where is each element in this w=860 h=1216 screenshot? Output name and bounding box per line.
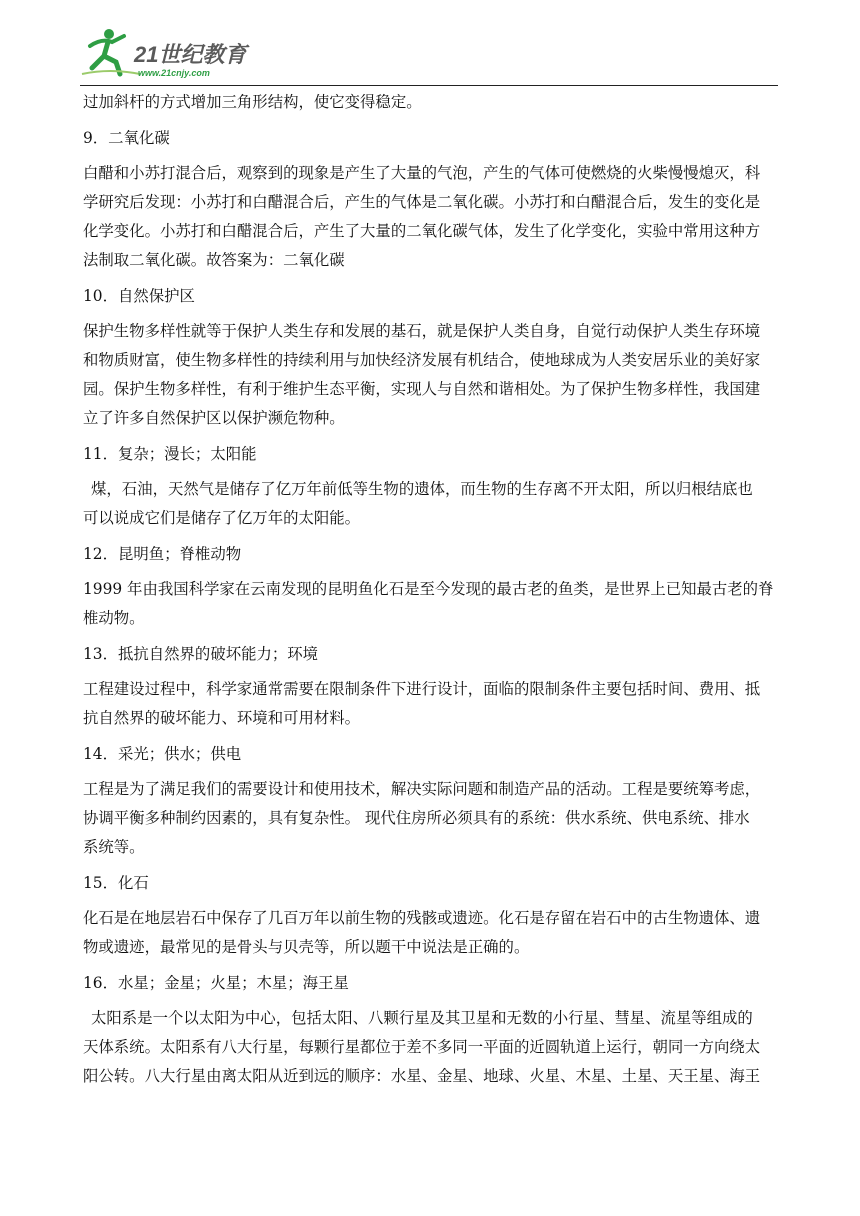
answer-heading-16: 16．水星；金星；火星；木星；海王星	[83, 974, 349, 992]
answer-heading-9: 9．二氧化碳	[83, 129, 170, 147]
logo-21cnjy	[80, 24, 280, 82]
answer-heading-14: 14．采光；供水；供电	[83, 745, 242, 763]
text-line: 工程建设过程中，科学家通常需要在限制条件下进行设计，面临的限制条件主要包括时间、费用、抵	[83, 680, 761, 698]
text-line: 协调平衡多种制约因素的，具有复杂性。 现代住房所必须具有的系统：供水系统、供电系统、排水	[83, 809, 750, 827]
text-line: 天体系统。太阳系有八大行星，每颗行星都位于差不多同一平面的近圆轨道上运行，朝同一方向绕太	[83, 1038, 761, 1056]
logo-url: www.21cnjy.com	[138, 68, 210, 78]
answer-heading-10: 10．自然保护区	[83, 287, 195, 305]
logo-text: 21世纪教育	[134, 42, 247, 67]
runner-icon	[82, 29, 140, 74]
text-line: 化石是在地层岩石中保存了几百万年以前生物的残骸或遗迹。化石是存留在岩石中的古生物遗体、遗	[83, 909, 761, 927]
text-line: 园。保护生物多样性，有利于维护生态平衡，实现人与自然和谐相处。为了保护生物多样性，我国建	[83, 380, 761, 398]
text-line: 阳公转。八大行星由离太阳从近到远的顺序：水星、金星、地球、火星、木星、土星、天王星、海王	[83, 1067, 761, 1085]
text-line: 化学变化。小苏打和白醋混合后，产生了大量的二氧化碳气体，发生了化学变化，实验中常用这种方	[83, 222, 761, 240]
answer-heading-11: 11．复杂；漫长；太阳能	[83, 445, 257, 463]
text-line: 椎动物。	[83, 609, 145, 627]
text-line: 法制取二氧化碳。故答案为：二氧化碳	[83, 251, 345, 269]
text-line: 过加斜杆的方式增加三角形结构，使它变得稳定。	[83, 93, 422, 111]
text-line: 白醋和小苏打混合后，观察到的现象是产生了大量的气泡，产生的气体可使燃烧的火柴慢慢熄灭，科	[83, 164, 761, 182]
text-line: 1999 年由我国科学家在云南发现的昆明鱼化石是至今发现的最古老的鱼类，是世界上已知最古老的脊	[83, 580, 774, 598]
text-line: 工程是为了满足我们的需要设计和使用技术，解决实际问题和制造产品的活动。工程是要统筹考虑，	[83, 780, 761, 798]
header-divider	[80, 85, 778, 86]
text-line: 可以说成它们是储存了亿万年的太阳能。	[83, 509, 361, 527]
text-line: 保护生物多样性就等于保护人类生存和发展的基石，就是保护人类自身，自觉行动保护人类生存环境	[83, 322, 761, 340]
text-line: 太阳系是一个以太阳为中心，包括太阳、八颗行星及其卫星和无数的小行星、彗星、流星等组成的	[91, 1009, 753, 1027]
text-line: 系统等。	[83, 838, 145, 856]
page-header	[80, 24, 778, 86]
answer-heading-15: 15．化石	[83, 874, 149, 892]
text-line: 立了许多自然保护区以保护濒危物种。	[83, 409, 345, 427]
text-line: 煤，石油，天然气是储存了亿万年前低等生物的遗体，而生物的生存离不开太阳，所以归根结底也	[91, 480, 753, 498]
answer-heading-13: 13．抵抗自然界的破坏能力；环境	[83, 645, 319, 663]
text-line: 物或遗迹，最常见的是骨头与贝壳等，所以题干中说法是正确的。	[83, 938, 530, 956]
text-line: 学研究后发现：小苏打和白醋混合后，产生的气体是二氧化碳。小苏打和白醋混合后，发生的变化是	[83, 193, 761, 211]
answer-heading-12: 12．昆明鱼；脊椎动物	[83, 545, 242, 563]
text-line: 抗自然界的破坏能力、环境和可用材料。	[83, 709, 361, 727]
answer-content	[83, 88, 778, 1091]
text-line: 和物质财富，使生物多样性的持续利用与加快经济发展有机结合，使地球成为人类安居乐业的美好家	[83, 351, 761, 369]
